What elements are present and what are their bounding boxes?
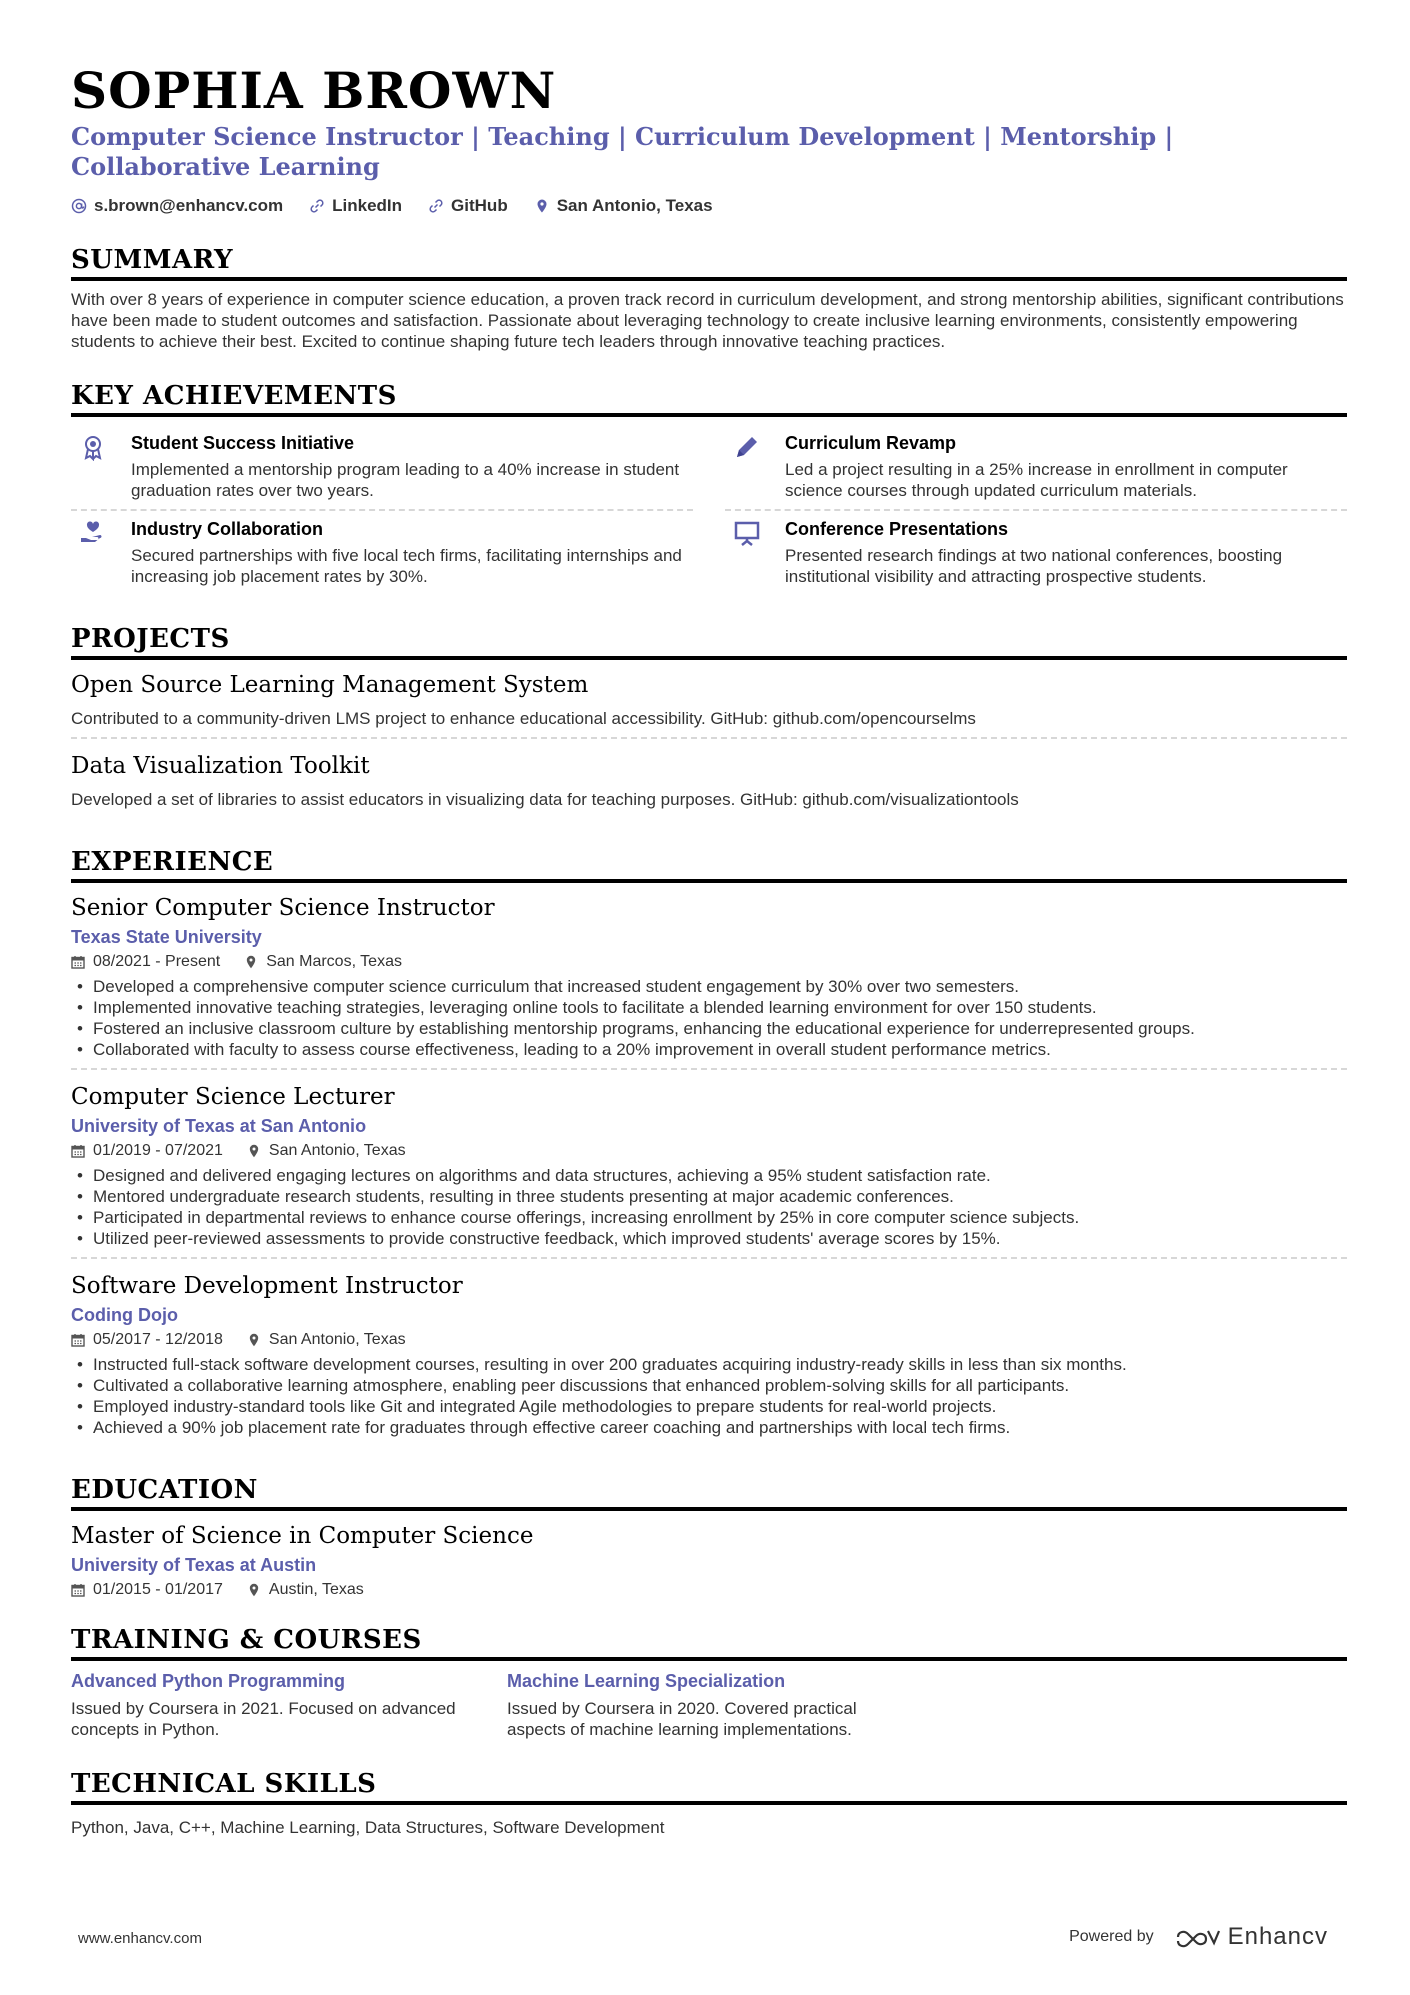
projects-section — [71, 623, 1347, 818]
location-icon — [244, 955, 258, 969]
training-item — [71, 1669, 481, 1740]
contact-location-text: San Antonio, Texas — [556, 196, 713, 215]
training-heading: TRAINING & COURSES — [71, 1624, 1347, 1661]
link-icon — [428, 198, 444, 214]
location-icon — [534, 198, 550, 214]
candidate-name: SOPHIA BROWN — [71, 61, 557, 120]
contact-github[interactable] — [428, 196, 508, 216]
calendar-icon — [71, 1144, 85, 1158]
achievements-grid — [71, 425, 1347, 595]
education-section — [71, 1474, 1347, 1608]
job-bullet: • Mentored undergraduate research students, resulting in three students presenting at major academic conferences. — [71, 1186, 1347, 1207]
location-icon — [247, 1333, 261, 1347]
project-item — [71, 749, 1347, 818]
contact-github-text: GitHub — [451, 196, 508, 215]
at-icon — [71, 198, 87, 214]
training-desc: Issued by Coursera in 2020. Covered practical aspects of machine learning implementations. — [507, 1699, 857, 1739]
training-grid — [71, 1669, 1347, 1740]
job-company: University of Texas at San Antonio — [71, 1116, 367, 1136]
project-desc: Contributed to a community-driven LMS project to enhance educational accessibility. GitHub: github.com/opencourselms — [71, 709, 976, 728]
job-meta — [71, 1141, 1347, 1161]
achievement-item — [725, 511, 1347, 595]
resume-header — [71, 62, 1347, 216]
link-icon — [309, 198, 325, 214]
job-location: San Marcos, Texas — [266, 953, 402, 970]
job-bullets — [71, 976, 1347, 1060]
education-degree: Master of Science in Computer Science — [71, 1523, 534, 1549]
achievements-heading: KEY ACHIEVEMENTS — [71, 380, 1347, 417]
hand-heart-icon — [79, 519, 107, 547]
achievement-item — [725, 425, 1347, 511]
job-location: San Antonio, Texas — [268, 1142, 406, 1159]
job-meta — [71, 1330, 1347, 1350]
achievement-desc: Presented research findings at two national conferences, boosting institutional visibility and attracting prospective students. — [785, 546, 1283, 586]
job-bullet: • Fostered an inclusive classroom culture by establishing mentorship programs, enhancing the educational experience for underrepresented groups. — [71, 1018, 1347, 1039]
pencil-icon — [733, 433, 761, 461]
achievement-title: Conference Presentations — [785, 519, 1009, 539]
project-title: Open Source Learning Management System — [71, 672, 589, 698]
calendar-icon — [71, 955, 85, 969]
job-dates: 08/2021 - Present — [93, 953, 221, 970]
training-section — [71, 1624, 1347, 1740]
contact-linkedin-text: LinkedIn — [332, 196, 403, 215]
job-entry — [71, 1080, 1347, 1259]
project-desc: Developed a set of libraries to assist educators in visualizing data for teaching purposes. GitHub: github.com/visualizationtools — [71, 790, 1019, 809]
contact-email[interactable] — [71, 196, 283, 216]
contact-row — [71, 196, 1347, 216]
education-entry — [71, 1519, 1347, 1608]
location-icon — [247, 1583, 261, 1597]
job-bullet: • Utilized peer-reviewed assessments to provide constructive feedback, which improved students' average scores by 15%. — [71, 1228, 1347, 1249]
job-bullet: • Instructed full-stack software development courses, resulting in over 200 graduates acquiring industry-ready skills in less than six months. — [71, 1354, 1347, 1375]
award-icon — [79, 433, 107, 461]
job-role: Computer Science Lecturer — [71, 1084, 395, 1110]
job-bullet: • Implemented innovative teaching strategies, leveraging online tools to facilitate a blended learning environment for over 150 students. — [71, 997, 1347, 1018]
experience-section — [71, 846, 1347, 1446]
powered-by-label: Powered by — [1069, 1928, 1154, 1945]
education-heading: EDUCATION — [71, 1474, 1347, 1511]
job-location: San Antonio, Texas — [268, 1331, 406, 1348]
job-bullet: • Participated in departmental reviews to enhance course offerings, increasing enrollment by 25% in core computer science subjects. — [71, 1207, 1347, 1228]
footer-website[interactable]: www.enhancv.com — [78, 1930, 202, 1947]
achievement-title: Industry Collaboration — [131, 519, 324, 539]
job-entry — [71, 1269, 1347, 1446]
job-role: Senior Computer Science Instructor — [71, 895, 495, 921]
summary-section — [71, 244, 1347, 352]
project-item — [71, 668, 1347, 739]
job-bullet: • Cultivated a collaborative learning atmosphere, enabling peer discussions that enhanced problem-solving skills for all participants. — [71, 1375, 1347, 1396]
education-location: Austin, Texas — [268, 1581, 364, 1598]
training-title: Advanced Python Programming — [71, 1671, 346, 1691]
job-dates: 05/2017 - 12/2018 — [93, 1331, 223, 1348]
presentation-icon — [733, 519, 761, 547]
brand-name: Enhancv — [1227, 1923, 1328, 1950]
achievements-section — [71, 380, 1347, 595]
job-bullets — [71, 1165, 1347, 1249]
achievement-title: Curriculum Revamp — [785, 433, 957, 453]
brand-logo[interactable] — [1174, 1923, 1328, 1951]
achievement-item — [71, 425, 693, 511]
training-title: Machine Learning Specialization — [507, 1671, 786, 1691]
calendar-icon — [71, 1333, 85, 1347]
job-entry — [71, 891, 1347, 1070]
contact-linkedin[interactable] — [309, 196, 402, 216]
achievement-title: Student Success Initiative — [131, 433, 355, 453]
job-company: Texas State University — [71, 927, 262, 947]
skills-section — [71, 1768, 1347, 1839]
job-bullet: • Employed industry-standard tools like Git and integrated Agile methodologies to prepare students for real-world projects. — [71, 1396, 1347, 1417]
location-icon — [247, 1144, 261, 1158]
achievement-desc: Implemented a mentorship program leading to a 40% increase in student graduation rates over two years. — [131, 460, 680, 500]
resume-page — [71, 62, 1347, 1839]
education-school: University of Texas at Austin — [71, 1555, 317, 1575]
training-desc: Issued by Coursera in 2021. Focused on advanced concepts in Python. — [71, 1699, 456, 1739]
skills-heading: TECHNICAL SKILLS — [71, 1768, 1347, 1805]
job-bullets — [71, 1354, 1347, 1438]
enhancv-logo-icon — [1174, 1925, 1220, 1949]
calendar-icon — [71, 1583, 85, 1597]
job-bullet: • Achieved a 90% job placement rate for graduates through effective career coaching and partnerships with local tech firms. — [71, 1417, 1347, 1438]
summary-text: With over 8 years of experience in computer science education, a proven track record in curriculum development, and strong mentorship abilities, significant contributions have been made to student outcomes and satisfaction. Passionate about leveraging technology to create inclusive learning environments, consistently empowering students to achieve their best. Excited to continue shaping future tech leaders through innovative teaching practices. — [71, 290, 1344, 351]
achievement-desc: Led a project resulting in a 25% increase in enrollment in computer science courses through updated curriculum materials. — [785, 460, 1288, 500]
job-dates: 01/2019 - 07/2021 — [93, 1142, 223, 1159]
contact-location — [534, 196, 713, 216]
project-title: Data Visualization Toolkit — [71, 753, 370, 779]
education-dates: 01/2015 - 01/2017 — [93, 1581, 223, 1598]
contact-email-text: s.brown@enhancv.com — [94, 196, 284, 215]
job-bullet: • Collaborated with faculty to assess course effectiveness, leading to a 20% improvement in overall student performance metrics. — [71, 1039, 1347, 1060]
training-item — [507, 1669, 917, 1740]
job-role: Software Development Instructor — [71, 1273, 463, 1299]
experience-heading: EXPERIENCE — [71, 846, 1347, 883]
job-company: Coding Dojo — [71, 1305, 178, 1325]
job-bullet: • Developed a comprehensive computer science curriculum that increased student engagement by 30% over two semesters. — [71, 976, 1347, 997]
education-meta — [71, 1580, 1347, 1600]
job-meta — [71, 952, 1347, 972]
job-bullet: • Designed and delivered engaging lectures on algorithms and data structures, achieving a 95% student satisfaction rate. — [71, 1165, 1347, 1186]
projects-heading: PROJECTS — [71, 623, 1347, 660]
achievement-item — [71, 511, 693, 595]
skills-text: Python, Java, C++, Machine Learning, Data Structures, Software Development — [71, 1818, 665, 1837]
footer-branding — [1069, 1923, 1328, 1951]
candidate-headline: Computer Science Instructor | Teaching | Curriculum Development | Mentorship | Collaborative Learning — [71, 122, 1174, 181]
achievement-desc: Secured partnerships with five local tech firms, facilitating internships and increasing job placement rates by 30%. — [131, 546, 682, 586]
summary-heading: SUMMARY — [71, 244, 1347, 281]
